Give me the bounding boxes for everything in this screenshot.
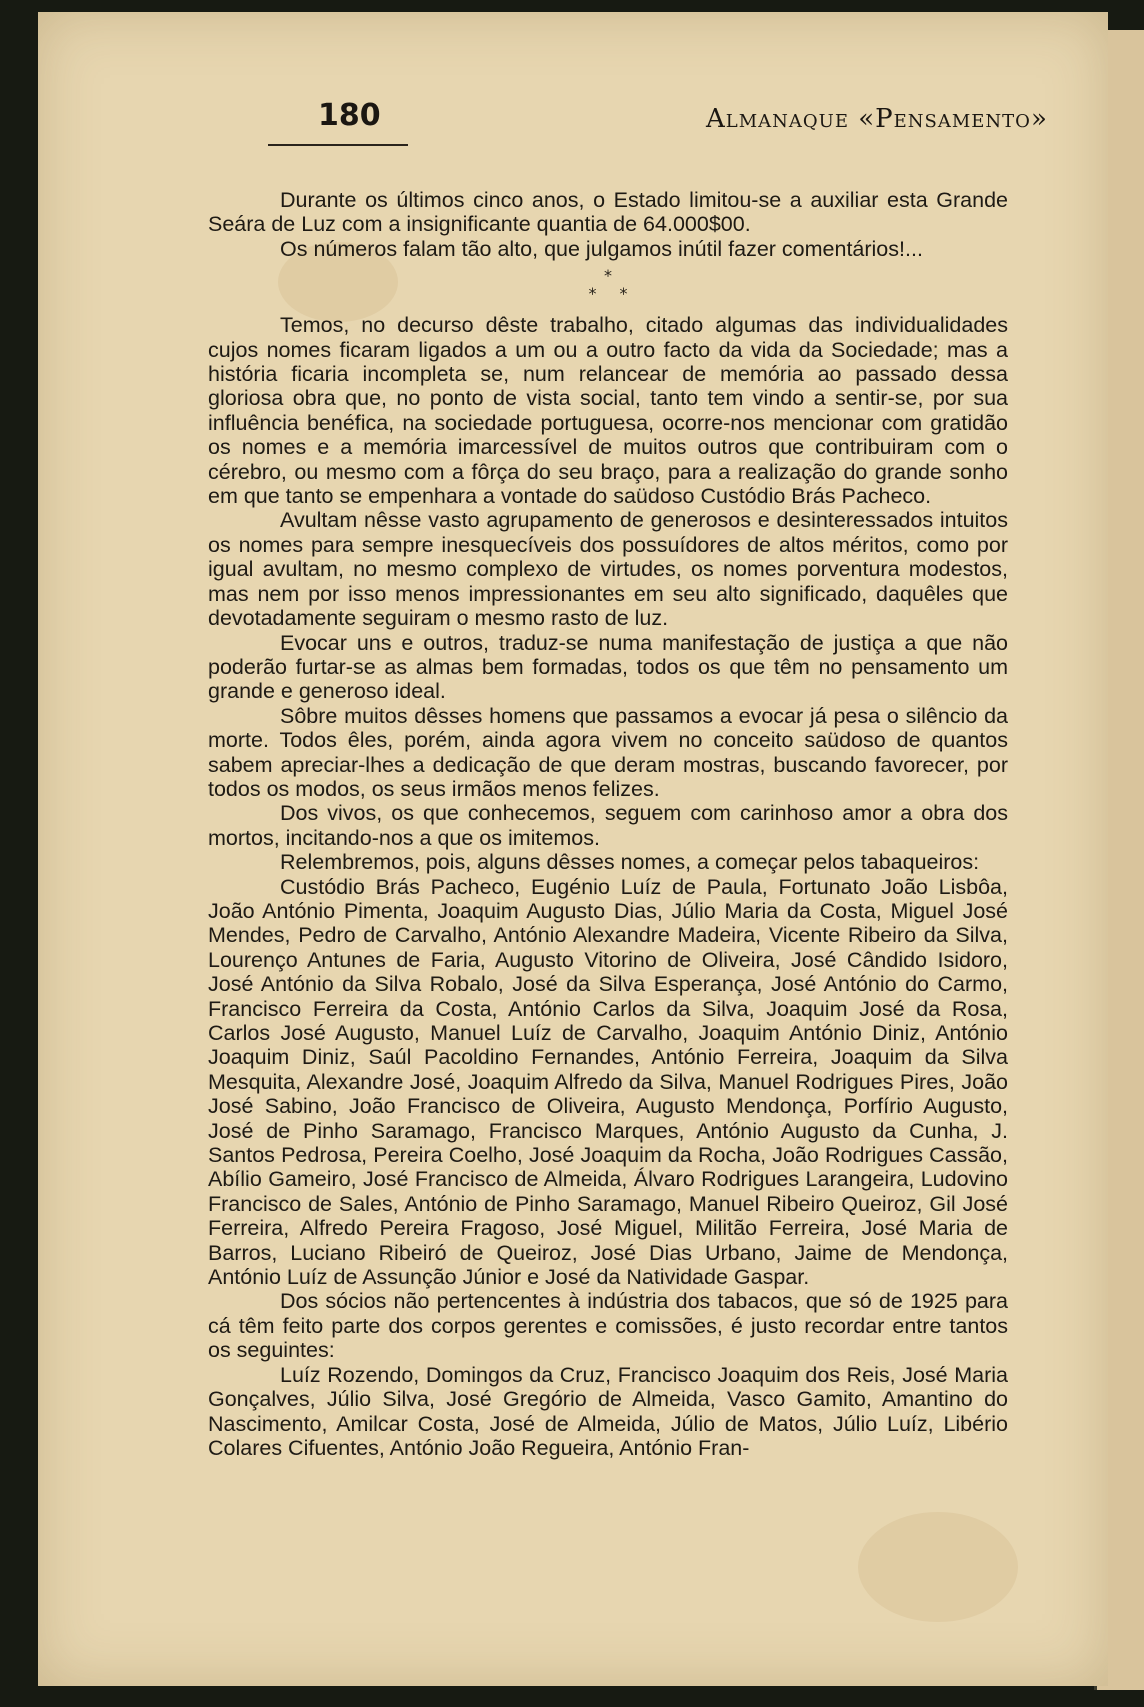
page-number-rule (268, 144, 408, 146)
paragraph: Os números falam tão alto, que julgamos inútil fazer comentários!... (280, 236, 923, 261)
page-number: 180 (318, 98, 381, 133)
paragraph: Dos sócios não pertencentes à indústria dos tabacos, que só de 1925 para cá têm feito parte dos corpos gerentes e comissões, é justo recordar entre tantos os seguintes: (208, 1289, 1008, 1363)
paragraph: Durante os últimos cinco anos, o Estado limitou-se a auxiliar esta Grande Seára de Luz com a insignificante quantia de 64.000$00. (208, 188, 1008, 237)
paragraph: Dos vivos, os que conhecemos, seguem com carinhoso amor a obra dos mortos, incitando-nos a que os imitemos. (208, 801, 1008, 850)
running-title: Almanaque «Pensamento» (706, 104, 1048, 134)
paragraph: Relembremos, pois, alguns dêsses nomes, a começar pelos tabaqueiros: (280, 850, 980, 875)
paper-stain (858, 1512, 1018, 1622)
asterism-top: * (604, 266, 612, 286)
paragraph: Temos, no decurso dêste trabalho, citado algumas das individualidades cujos nomes ficaram ligados a um ou a outro facto da vida da Sociedade; mas a história ficaria incompleta se, num relancear de memória ao passado dessa gloriosa obra que, no ponto de vista social, tanto tem vindo a sentir-se, por sua influência benéfica, na sociedade portuguesa, ocorre-nos mencionar com gratidão os nomes e a memória imarcessível de muitos outros que contribuiram com o cérebro, ou mesmo com a fôrça do seu braço, para a realização do grande sonho em que tanto se empenhara a vontade do saüdoso Custódio Brás Pacheco. (208, 313, 1008, 509)
running-head (0, 98, 1144, 138)
paragraph: Evocar uns e outros, traduz-se numa manifestação de justiça a que não poderão furtar-se as almas bem formadas, todos os que têm no pensamento um grande e generoso ideal. (208, 630, 1008, 704)
paragraph: Sôbre muitos dêsses homens que passamos a evocar já pesa o silêncio da morte. Todos êles, porém, ainda agora vivem no conceito saüdoso de quantos sabem apreciar-lhes a dedicação de que deram mostras, buscando favorecer, por todos os modos, os seus irmãos menos felizes. (208, 703, 1008, 801)
paragraph: Avultam nêsse vasto agrupamento de generosos e desinteressados intuitos os nomes para sempre inesquecíveis dos possuídores de altos méritos, como por igual avultam, no mesmo complexo de virtudes, os nomes porventura modestos, mas nem por isso menos impressionantes em seu alto significado, daquêles que devotadamente seguiram o mesmo rasto de luz. (208, 508, 1008, 631)
asterism-bottom: * * (588, 284, 628, 304)
paragraph: Custódio Brás Pacheco, Eugénio Luíz de Paula, Fortunato João Lisbôa, João António Pimenta, Joaquim Augusto Dias, Júlio Maria da Costa, Miguel José Mendes, Pedro de Carvalho, António Alexandre Madeira, Vicente Ribeiro da Silva, Lourenço Antunes de Faria, Augusto Vitorino de Oliveira, José Cândido Isidoro, José António da Silva Robalo, José da Silva Esperança, José António do Carmo, Francisco Ferreira da Costa, António Carlos da Silva, Joaquim José da Rosa, Carlos José Augusto, Manuel Luíz de Carvalho, Joaquim António Diniz, António Joaquim Diniz, Saúl Pacoldino Fernandes, António Ferreira, Joaquim da Silva Mesquita, Alexandre José, Joaquim Alfredo da Silva, Manuel Rodrigues Pires, João José Sabino, João Francisco de Oliveira, Augusto Mendonça, Porfírio Augusto, José de Pinho Saramago, Francisco Marques, António Augusto da Cunha, J. Santos Pedrosa, Pereira Coelho, José Joaquim da Rocha, João Rodrigues Cassão, Abílio Gameiro, José Francisco de Almeida, Álvaro Rodrigues Larangeira, Ludovino Francisco de Sales, António de Pinho Saramago, Manuel Ribeiro Queiroz, Gil José Ferreira, Alfredo Pereira Fragoso, José Miguel, Militão Ferreira, José Maria de Barros, Luciano Ribeiró de Queiroz, José Dias Urbano, Jaime de Mendonça, António Luíz de Assunção Júnior e José da Natividade Gaspar. (208, 874, 1008, 1290)
paragraph: Luíz Rozendo, Domingos da Cruz, Francisco Joaquim dos Reis, José Maria Gonçalves, Júlio Silva, José Gregório de Almeida, Vasco Gamito, Amantino do Nascimento, Amilcar Costa, José de Almeida, Júlio de Matos, Júlio Luíz, Libério Colares Cifuentes, António João Regueira, António Fran- (208, 1362, 1008, 1460)
section-separator (208, 267, 1008, 303)
body-text (208, 188, 1008, 1460)
